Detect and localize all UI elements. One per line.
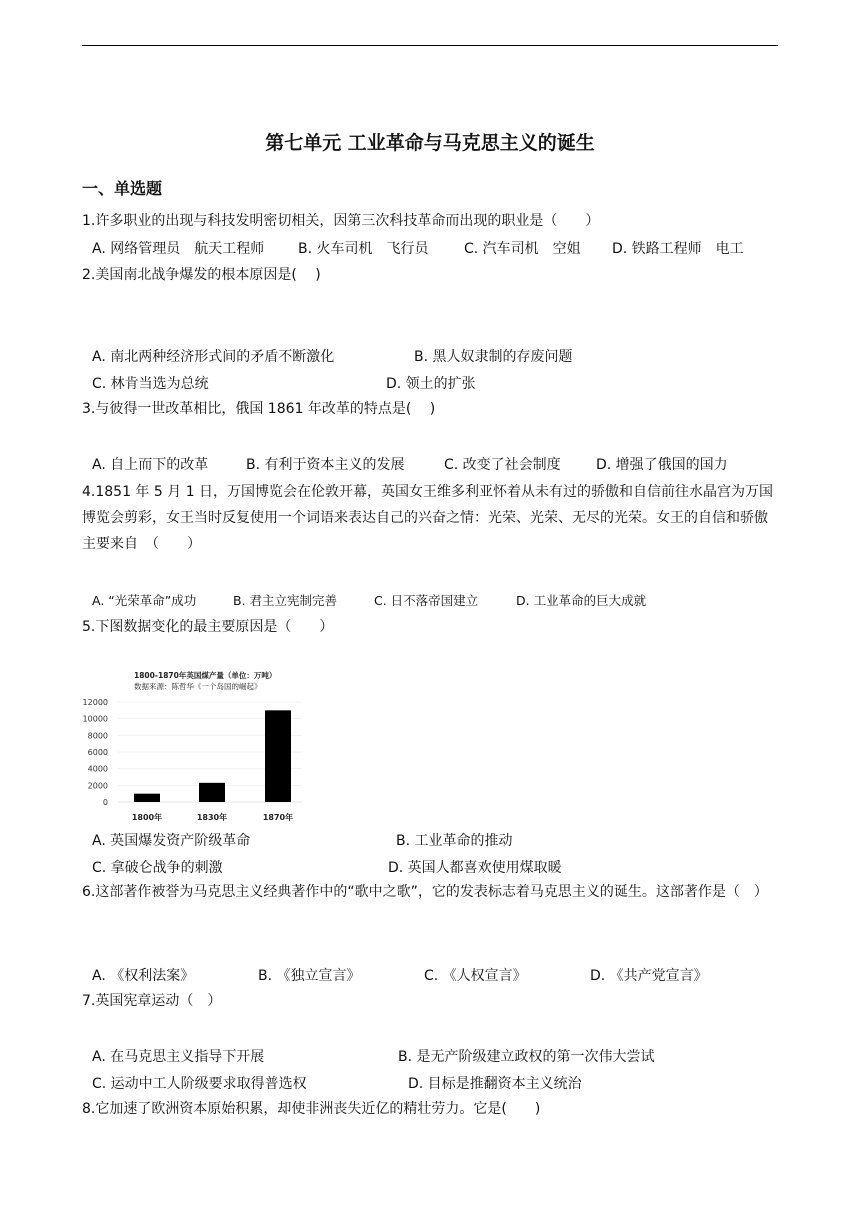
question-4-option-d[interactable]: D. 工业革命的巨大成就 bbox=[516, 593, 647, 608]
chart-bar bbox=[134, 794, 160, 802]
question-1-option-c[interactable]: C. 汽车司机 空姐 bbox=[464, 241, 581, 257]
question-3-option-c[interactable]: C. 改变了社会制度 bbox=[444, 457, 561, 473]
chart-bars bbox=[134, 710, 291, 802]
question-3-option-a[interactable]: A. 自上而下的改革 bbox=[92, 457, 209, 473]
question-6-option-c[interactable]: C. 《人权宣言》 bbox=[424, 968, 527, 984]
y-tick-label: 6000 bbox=[87, 748, 108, 757]
question-2-stem: 2.美国南北战争爆发的根本原因是( ) bbox=[82, 267, 321, 283]
question-6-option-b[interactable]: B. 《独立宣言》 bbox=[258, 968, 361, 984]
question-5-option-b[interactable]: B. 工业革命的推动 bbox=[396, 833, 513, 849]
question-5-option-a[interactable]: A. 英国爆发资产阶级革命 bbox=[92, 833, 251, 849]
y-tick-label: 0 bbox=[102, 798, 108, 807]
page-title: 第七单元 工业革命与马克思主义的诞生 bbox=[265, 132, 595, 154]
question-2-option-c[interactable]: C. 林肯当选为总统 bbox=[92, 376, 209, 392]
question-4-option-a[interactable]: A. “光荣革命”成功 bbox=[92, 593, 197, 608]
x-tick-label: 1830年 bbox=[196, 813, 228, 822]
question-3-option-d[interactable]: D. 增强了俄国的国力 bbox=[596, 457, 728, 473]
question-6-stem: 6.这部著作被誉为马克思主义经典著作中的“歌中之歌”，它的发表标志着马克思主义的诞生。这部著作是（ ） bbox=[82, 884, 768, 900]
question-2-option-b[interactable]: B. 黑人奴隶制的存废问题 bbox=[414, 349, 573, 365]
question-6-option-d[interactable]: D. 《共产党宣言》 bbox=[590, 968, 708, 984]
chart-bar bbox=[199, 783, 225, 802]
chart-bar bbox=[265, 710, 291, 802]
question-4-option-b[interactable]: B. 君主立宪制完善 bbox=[233, 593, 338, 608]
question-4-option-c[interactable]: C. 日不落帝国建立 bbox=[374, 593, 479, 608]
question-5-option-c[interactable]: C. 拿破仑战争的刺激 bbox=[92, 860, 223, 876]
question-2-option-a[interactable]: A. 南北两种经济形式间的矛盾不断激化 bbox=[92, 349, 335, 365]
question-3-stem: 3.与彼得一世改革相比，俄国 1861 年改革的特点是( ) bbox=[82, 401, 436, 417]
question-7-option-a[interactable]: A. 在马克思主义指导下开展 bbox=[92, 1049, 265, 1065]
question-7-option-b[interactable]: B. 是无产阶级建立政权的第一次伟大尝试 bbox=[398, 1049, 655, 1065]
y-tick-label: 2000 bbox=[87, 781, 108, 791]
question-5-stem: 5.下图数据变化的最主要原因是（ ） bbox=[82, 619, 334, 635]
chart-subtitle: 数据来源：陈哲华《一个岛国的崛起》 bbox=[134, 682, 262, 691]
y-tick-label: 10000 bbox=[82, 714, 108, 724]
question-7-option-d[interactable]: D. 目标是推翻资本主义统治 bbox=[408, 1076, 582, 1092]
question-2-option-d[interactable]: D. 领土的扩张 bbox=[386, 376, 476, 392]
question-5-option-d[interactable]: D. 英国人都喜欢使用煤取暖 bbox=[388, 860, 562, 876]
question-1-option-a[interactable]: A. 网络管理员 航天工程师 bbox=[92, 241, 265, 257]
chart-title: 1800-1870年英国煤产量（单位：万吨） bbox=[134, 671, 277, 680]
y-tick-label: 4000 bbox=[87, 764, 108, 774]
question-6-option-a[interactable]: A. 《权利法案》 bbox=[92, 968, 195, 984]
section-heading: 一、单选题 bbox=[82, 179, 163, 198]
chart-x-labels bbox=[132, 812, 293, 822]
x-tick-label: 1870年 bbox=[262, 813, 294, 822]
y-tick-label: 12000 bbox=[82, 698, 108, 707]
question-1-option-b[interactable]: B. 火车司机 飞行员 bbox=[298, 241, 429, 257]
question-7-stem: 7.英国宪章运动（ ） bbox=[82, 993, 222, 1009]
y-tick-label: 8000 bbox=[87, 731, 108, 741]
question-4-stem: 4.1851 年 5 月 1 日，万国博览会在伦敦开幕，英国女王维多利亚怀着从未有过的骄傲和自信前往水晶宫为万国博览会剪彩，女王当时反复使用一个词语来表达自己的兴奋之情：光荣、光荣、无尽的光荣。女王的自信和骄傲主要来自 （ ） bbox=[82, 484, 774, 552]
coal-output-chart bbox=[82, 662, 322, 828]
question-3-option-b[interactable]: B. 有利于资本主义的发展 bbox=[246, 457, 405, 473]
question-1-stem: 1.许多职业的出现与科技发明密切相关，因第三次科技革命而出现的职业是（ ） bbox=[82, 213, 600, 229]
header-rule bbox=[82, 45, 778, 46]
question-7-option-c[interactable]: C. 运动中工人阶级要求取得普选权 bbox=[92, 1076, 307, 1092]
question-1-option-d[interactable]: D. 铁路工程师 电工 bbox=[612, 241, 744, 257]
x-tick-label: 1800年 bbox=[131, 813, 163, 822]
question-8-stem: 8.它加速了欧洲资本原始积累，却使非洲丧失近亿的精壮劳力。它是( ) bbox=[82, 1101, 541, 1117]
